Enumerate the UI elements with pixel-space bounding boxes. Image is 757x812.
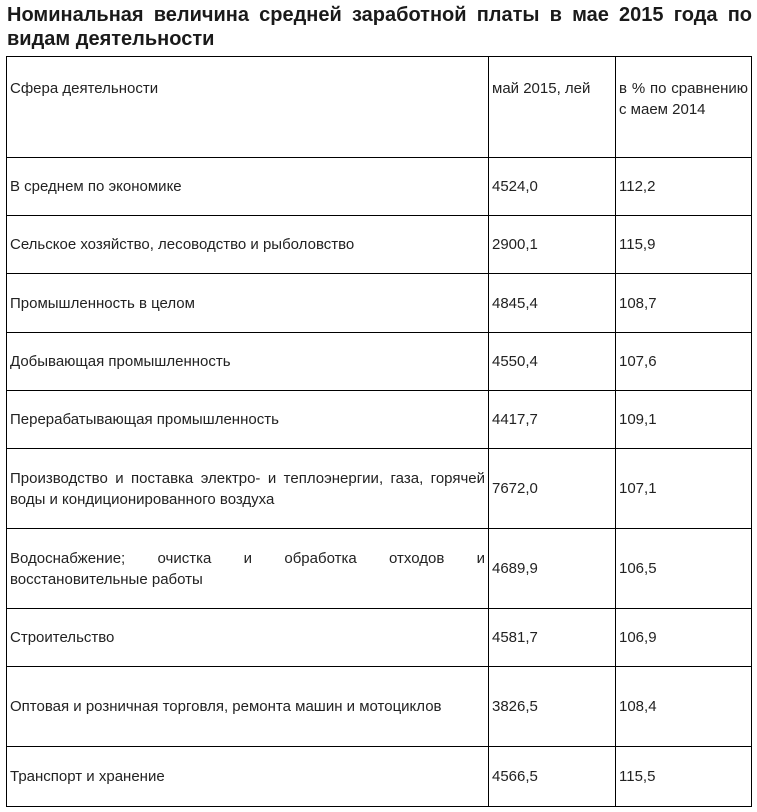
cell-pct: 108,7 — [616, 274, 752, 333]
cell-sector: Водоснабжение; очистка и обработка отходов и восстановительные работы — [7, 529, 489, 609]
cell-may2015: 4581,7 — [489, 609, 616, 667]
cell-pct: 115,9 — [616, 216, 752, 274]
cell-may2015: 4524,0 — [489, 158, 616, 216]
table-row — [7, 609, 752, 667]
table-row — [7, 216, 752, 274]
table-row — [7, 391, 752, 449]
header-pct — [616, 57, 752, 158]
table-row — [7, 158, 752, 216]
wage-table — [6, 56, 752, 807]
cell-pct: 107,1 — [616, 449, 752, 529]
header-may2015: май 2015, лей — [489, 57, 616, 158]
header-sector: Сфера деятельности — [7, 57, 489, 158]
cell-may2015: 4689,9 — [489, 529, 616, 609]
cell-may2015: 4417,7 — [489, 391, 616, 449]
cell-may2015: 4845,4 — [489, 274, 616, 333]
cell-may2015: 3826,5 — [489, 667, 616, 747]
cell-sector: Транспорт и хранение — [7, 747, 489, 807]
table-row — [7, 667, 752, 747]
cell-may2015: 4566,5 — [489, 747, 616, 807]
table-row — [7, 449, 752, 529]
cell-pct: 115,5 — [616, 747, 752, 807]
table-row — [7, 274, 752, 333]
cell-pct: 109,1 — [616, 391, 752, 449]
header-pct-label: в % по сравнению с маем 2014 — [619, 80, 748, 118]
cell-pct: 106,5 — [616, 529, 752, 609]
cell-may2015: 7672,0 — [489, 449, 616, 529]
cell-may2015: 4550,4 — [489, 333, 616, 391]
cell-sector: Промышленность в целом — [7, 274, 489, 333]
cell-sector: В среднем по экономике — [7, 158, 489, 216]
cell-sector: Перерабатывающая промышленность — [7, 391, 489, 449]
table-row — [7, 333, 752, 391]
cell-pct: 106,9 — [616, 609, 752, 667]
table-header-row — [7, 57, 752, 158]
cell-pct: 108,4 — [616, 667, 752, 747]
cell-sector: Сельское хозяйство, лесоводство и рыболовство — [7, 216, 489, 274]
cell-sector: Строительство — [7, 609, 489, 667]
cell-sector: Оптовая и розничная торговля, ремонта машин и мотоциклов — [7, 667, 489, 747]
cell-pct: 112,2 — [616, 158, 752, 216]
cell-may2015: 2900,1 — [489, 216, 616, 274]
cell-sector: Производство и поставка электро- и теплоэнергии, газа, горячей воды и кондиционированного воздуха — [7, 449, 489, 529]
cell-pct: 107,6 — [616, 333, 752, 391]
page-title: Номинальная величина средней заработной платы в мае 2015 года по видам деятельности — [7, 4, 752, 50]
table-row — [7, 747, 752, 807]
cell-sector: Добывающая промышленность — [7, 333, 489, 391]
table-row — [7, 529, 752, 609]
